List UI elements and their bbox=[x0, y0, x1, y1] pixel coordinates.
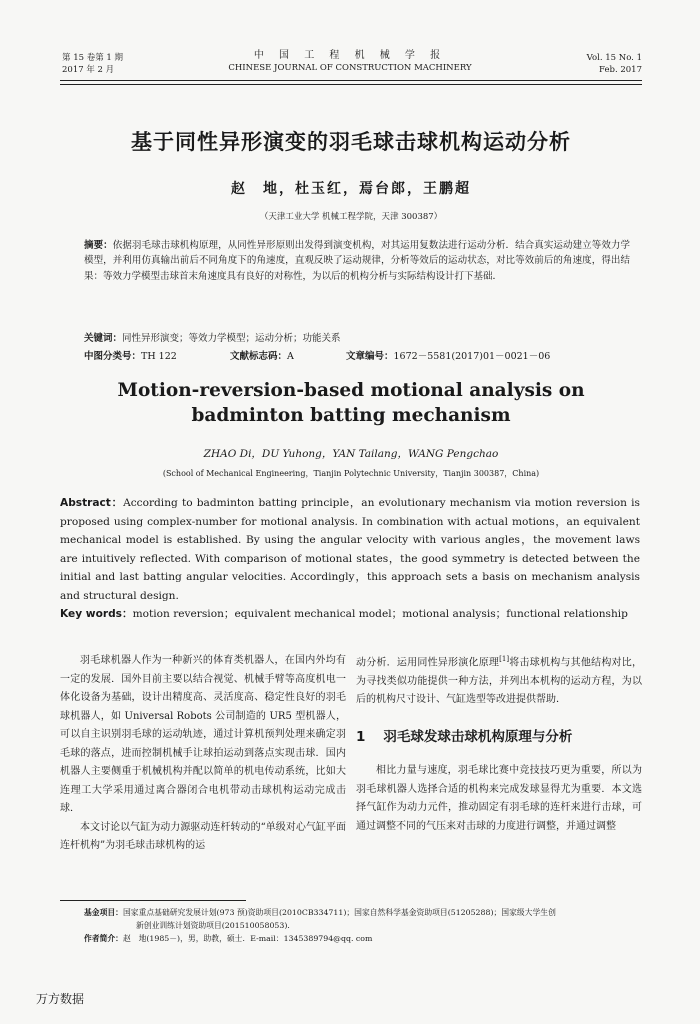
keywords-cn-text: 同性异形演变；等效力学模型；运动分析；功能关系 bbox=[122, 333, 341, 344]
journal-name-cn: 中 国 工 程 机 械 学 报 bbox=[253, 50, 447, 61]
abstract-cn-label: 摘要： bbox=[84, 240, 113, 251]
abstract-cn bbox=[84, 238, 630, 284]
clc-number: 中图分类号：TH 122 bbox=[84, 351, 177, 362]
section-number: 1 bbox=[356, 728, 366, 745]
section-heading bbox=[356, 728, 642, 747]
running-header-left bbox=[62, 52, 123, 76]
body-column-right bbox=[356, 650, 642, 836]
body-paragraph: 相比力量与速度，羽毛球比赛中竞技技巧更为重要，所以为羽毛球机器人选择合适的机构来完成发球显得尤为重要．本文选择气缸作为动力元件，推动固定有羽毛球的连杆来进行击球，可通过调整不同的气压来对击球的力度进行调整，并通过调整 bbox=[356, 765, 642, 832]
date-en: Feb. 2017 bbox=[599, 65, 642, 75]
volume-cn: 第 15 卷第 1 期 bbox=[62, 53, 124, 63]
article-number: 文章编号：1672－5581(2017)01－0021－06 bbox=[346, 351, 551, 362]
journal-name-en: CHINESE JOURNAL OF CONSTRUCTION MACHINERY bbox=[228, 63, 472, 73]
document-code: 文献标志码：A bbox=[230, 351, 294, 362]
keywords-cn bbox=[84, 330, 630, 344]
funding-note: 基金项目：国家重点基础研究发展计划(973 预)资助项目(2010CB334711)；国家自然科学基金资助项目(51205288)；国家级大学生创 bbox=[84, 908, 556, 917]
running-header-right bbox=[587, 52, 642, 76]
affiliation-en: (School of Mechanical Engineering，Tianjin Polytechnic University，Tianjin 300387，China) bbox=[162, 469, 540, 478]
paper-title-en bbox=[60, 378, 642, 428]
body-paragraph: 本文讨论以气缸为动力源驱动连杆转动的“单级对心气缸平面连杆机构”为羽毛球击球机构的运 bbox=[60, 821, 346, 851]
affiliation-cn: （天津工业大学 机械工程学院，天津 300387） bbox=[259, 212, 443, 222]
abstract-en-label: Abstract： bbox=[60, 497, 124, 509]
paper-title-en-line2: badminton batting mechanism bbox=[191, 405, 511, 426]
paper-title-en-line1: Motion-reversion-based motional analysis on bbox=[117, 380, 585, 401]
keywords-en-text: motion reversion；equivalent mechanical model；motional analysis；functional relationship bbox=[132, 608, 628, 620]
keywords-en bbox=[60, 606, 640, 621]
header-rule-thick bbox=[60, 80, 642, 81]
author-bio: 作者简介：赵 地(1985－)，男，助教，硕士．E-mail：1345389794@qq. com bbox=[84, 934, 373, 943]
authors-en: ZHAO Di，DU Yuhong，YAN Tailang，WANG Pengchao bbox=[203, 448, 499, 460]
body-column-left bbox=[60, 652, 346, 856]
date-cn: 2017 年 2 月 bbox=[62, 65, 115, 75]
running-header-center bbox=[200, 50, 500, 74]
volume-en: Vol. 15 No. 1 bbox=[586, 53, 642, 63]
watermark: 万方数据 bbox=[36, 992, 85, 1006]
paper-title-cn: 基于同性异形演变的羽毛球击球机构运动分析 bbox=[131, 130, 571, 154]
keywords-en-label: Key words： bbox=[60, 608, 133, 620]
abstract-en bbox=[60, 494, 640, 606]
abstract-en-text: According to badminton batting principle，an evolutionary mechanism via motion reversion is proposed using complex-number for motional analysis. In combination with actual motions，an equivalent mechanical model is established. By using the angular velocity with various angles，the movement laws are intuitively reflected. With comparison of motional states，the good symmetry is detected between the initial and last batting angular velocities. Accordingly，this approach sets a basis on mechanism analysis and structural design. bbox=[60, 497, 640, 602]
header-rule-thin bbox=[60, 84, 642, 85]
authors-cn: 赵 地，杜玉红，焉台郎，王鹏超 bbox=[231, 181, 471, 197]
body-paragraph: 动分析．运用同性异形演化原理[1]将击球机构与其他结构对比，为寻找类似功能提供一种方法，并列出本机构的运动方程，为以后的机构尺寸设计、气缸选型等改进提供帮助． bbox=[356, 655, 643, 706]
section-title: 羽毛球发球击球机构原理与分析 bbox=[383, 728, 573, 745]
keywords-cn-label: 关键词： bbox=[84, 333, 123, 344]
funding-note-cont: 新创业训练计划资助项目(201510058053)． bbox=[136, 921, 296, 930]
footnote-rule bbox=[60, 900, 246, 901]
citation-ref: [1] bbox=[499, 655, 510, 663]
body-paragraph: 羽毛球机器人作为一种新兴的体育类机器人，在国内外均有一定的发展．国外目前主要以结合视觉、机械手臂等高度机电一体化设备为基础，设计出精度高、灵活度高、稳定性良好的羽毛球机器人，如 Universal Robots 公司制造的 UR5 型机器人，可以自主识别羽毛球的运动轨迹，通过计算机预判处理来确定羽毛球的落点，进而控制机械手让球拍运动到落点实现击球．国内机器人主要侧重于机械机构并配以简单的机电传动系统，比如大连理工大学采用通过离合器闭合电机带动击球机构运动完成击球． bbox=[60, 655, 346, 814]
abstract-cn-text: 依据羽毛球击球机构原理，从同性异形原则出发得到演变机构，对其运用复数法进行运动分析．结合真实运动建立等效力学模型，并利用仿真输出前后不同角度下的角速度，直观反映了运动规律，分析等效后的运动状态，对比等效前后的角速度，得出结果：等效力学模型击球首末角速度具有良好的对称性，为以后的机构分析与实际结构设计打下基础． bbox=[84, 240, 630, 282]
footnotes bbox=[84, 906, 650, 945]
